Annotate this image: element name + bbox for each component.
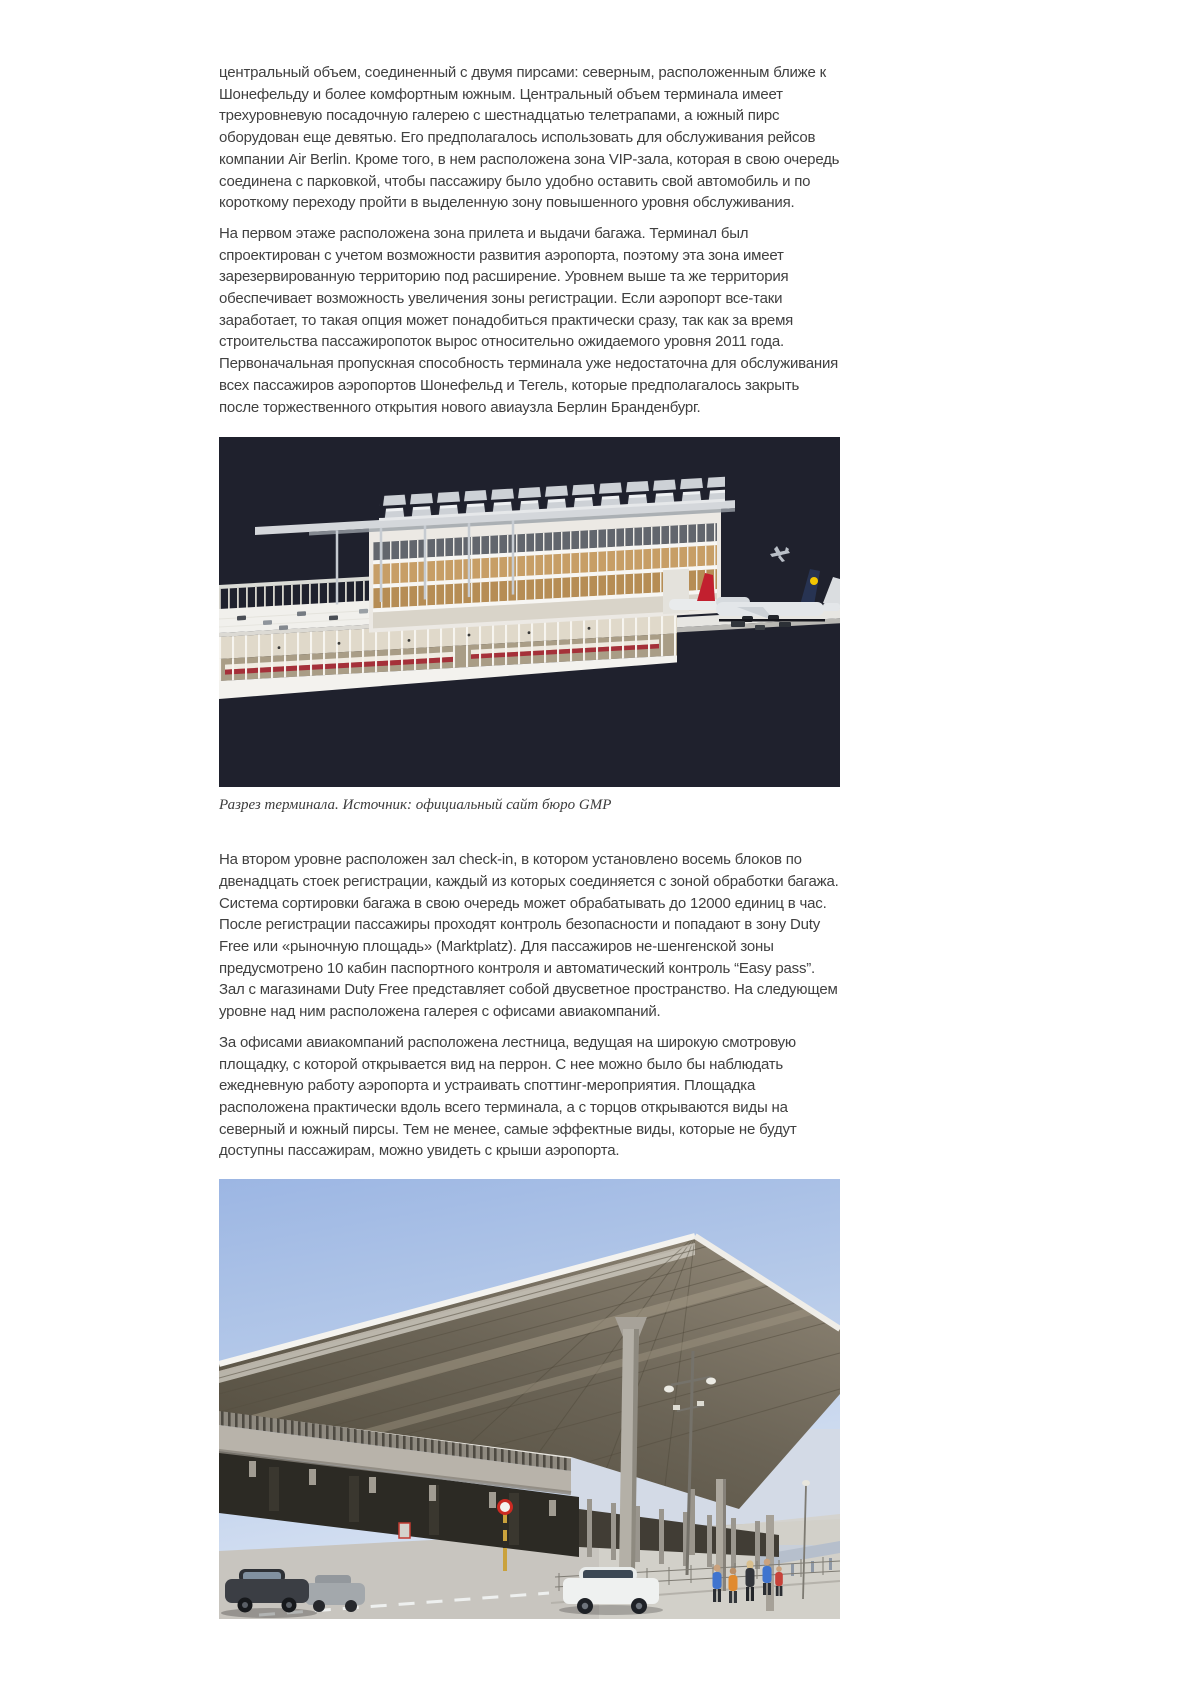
figure-terminal-photo (219, 1179, 840, 1619)
figure-terminal-section (219, 437, 840, 816)
paragraph-4: За офисами авиакомпаний расположена лестница, ведущая на широкую смотровую площадку, с которой открывается вид на перрон. С нее можно было бы наблюдать ежедневную работу аэропорта и устраивать споттинг-мероприятия. Площадка расположена практически вдоль всего терминала, а с торцов открываются виды на северный и южный пирсы. Тем не менее, самые эффектные виды, которые не будут доступны пассажирам, можно увидеть с крыши аэропорта. (219, 1033, 797, 1160)
lufthansa-logo (810, 577, 818, 585)
article-content (219, 0, 840, 1619)
paragraph-3: На втором уровне расположен зал check-in, в котором установлено восемь блоков по двенадцать стоек регистрации, каждый из которых соединяется с зоной обработки багажа. Система сортировки багажа в свою очередь может обрабатывать до 12000 единиц в час. После регистрации пассажиры проходят контроль безопасности и попадают в зону Duty Free или «рыночную площадь» (Marktplatz). Для пассажиров не-шенгенской зоны предусмотрено 10 кабин паспортного контроля и автоматический контроль “Easy pass”. Зал с магазинами Duty Free представляет собой двусветное пространство. На следующем уровне над ним расположена галерея с офисами авиакомпаний. (219, 851, 839, 1021)
terminal-section-image (219, 437, 840, 787)
paragraph-2: На первом этаже расположена зона прилета и выдачи багажа. Терминал был спроектирован с учетом возможности развития аэропорта, поэтому эта зона имеет зарезервированную территорию под расширение. Уровнем выше та же территория обеспечивает возможность увеличения зоны регистрации. Если аэропорт все-таки заработает, то такая опция может понадобиться практически сразу, так как за время строительства пассажиропоток вырос относительно ожидаемого уровня 2011 года. Первоначальная пропускная способность терминала уже недостаточна для обслуживания всех пассажиров аэропортов Шонефельд и Тегель, которые предполагалось закрыть после торжественного открытия нового авиаузла Берлин Бранденбург. (219, 224, 839, 416)
figure-caption: Разрез терминала. Источник: официальный сайт бюро GMP (219, 797, 612, 814)
paragraph-1: центральный объем, соединенный с двумя пирсами: северным, расположенным ближе к Шонефельду и более комфортным южным. Центральный объем терминала имеет трехуровневую посадочную галерею с шестнадцатью телетрапами, а южный пирс оборудован еще девятью. Его предполагалось использовать для обслуживания рейсов компании Air Berlin. Кроме того, в нем расположена зона VIP-зала, которая в свою очередь соединена с парковкой, чтобы пассажиру было удобно оставить свой автомобиль и по короткому переходу пройти в выделенную зону повышенного уровня обслуживания. (219, 64, 840, 212)
terminal-photo-image (219, 1179, 840, 1619)
